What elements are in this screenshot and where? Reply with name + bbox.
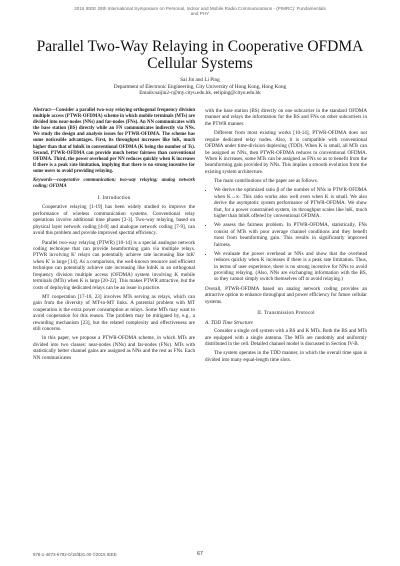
- abstract: Abstract—Consider a parallel two-way relaying orthogonal frequency division multiple access (PTWR-OFDMA) scheme in which mobile terminals (MTs) are divided into near-nodes (NNs) and far-nodes (FNs). An NN communicates with the base station (BS) directly while an FN communicates indirectly via NNs. We study the design and analysis issues for PTWR-OFDMA. The scheme has some noticeable advantages. First, its throughput increases like lnK, much higher than that of lnlnK in conventional OFDMA (K being the number of Ts). Second, PTWR-OFDMA can provide much better fairness than conventional OFDMA. Third, the power overhead per NN reduces quickly when K increases if there is a peak rate limitation, implying that there is no strong incentive for some users to avoid providing relaying.: [33, 108, 195, 174]
- right-paragraph-tdd: The system operates in the TDD manner, in which the overall time span is divided into many equal-length time slots.: [205, 350, 367, 363]
- right-paragraph-1: with the base station (BS) directly on one subcarrier in the standard OFDMA manner and relays the information for the BS and FNs on other subcarriers in the PTWR manner.: [205, 108, 367, 127]
- intro-paragraph-2: Parallel two-way relaying (PTWR) [10-14] is a special analogue network coding technique that can provide beamforming gain via multiple relays. PTWR involving K' relays can potentially achieve rate increasing like lnK' when K' is large [14]. As a comparison, the well-known resource and efficient technique can potentially achieve rate increasing like lnlnK in an orthogonal frequency division multiple access (OFDMA) system involving K mobile terminals (MTs) when K is large [20-22]. This makes PTWR attractive, but the costs of deploying dedicated relays can be an issue in practice.: [33, 239, 195, 291]
- conference-header: [0, 6, 400, 17]
- contribution-item: • We evaluate the power overhead at NNs and show that the overhead reduces quickly when K increases if there is a peak rate limitation. Thus, in terms of user experience, there is no strong incentive for NNs to avoid providing relaying. (Also, NNs are exchanging information with the BS, so they cannot simply switch themselves off to avoid relaying.): [214, 251, 367, 283]
- contributions-intro: The main contributions of the paper are as follows.: [214, 178, 318, 185]
- author-names: Sai Jin and Li Ping: [180, 77, 220, 83]
- author-affiliation: Department of Electronic Engineering, City University of Hong Kong, Hong Kong: [113, 83, 287, 90]
- page-number: 67: [197, 551, 203, 557]
- left-column: [33, 108, 195, 364]
- right-paragraph-2: Different from most existing works [10-14], PTWR-OFDMA does not require dedicated relay nodes. Also, it is compatible with conventional OFDMA under time-division duplexing (TDD). When K is small, all MTs can be assigned as NNs, then PTWR-OFDMA reduces to conventional OFDMA. When K increases, some MTs can be assigned as FNs so as to benefit from the beamforming gain provided by NNs. This implies a smooth evolution from the existing system architecture.: [205, 130, 367, 175]
- section-heading-introduction: I. Introduction: [97, 195, 131, 202]
- conference-line-2: and PHY: [190, 11, 210, 17]
- contribution-item: • We derive the optimized ratio β of the number of NNs in PTWR-OFDMA when K→∞. This ratio works also well even when K is small. We also derive the asymptotic system performance of PTWR-OFDMA. We show that, for a power constrained system, its throughput scales like lnK, much higher than lnlnK offered by conventional OFDMA.: [214, 187, 367, 219]
- keywords: Keywords—cooperative communication; two-way relaying; analog network coding; OFDMA: [33, 177, 195, 189]
- right-paragraph-system: Consider a single cell system with a BS and K MTs. Both the BS and MTs are equipped with a single antenna. The MTs are randomly and uniformly distributed in the cell. Detailed channel model is discussed in Section IV-B.: [205, 328, 367, 348]
- subsection-heading-tdd: A. TDD Time Structure: [205, 319, 253, 326]
- conference-line-1: 2015 IEEE 26th International Symposium on Personal, Indoor and Mobile Radio Communications - (PIMRC): Fundamentals: [74, 6, 326, 11]
- intro-paragraph-4: In this paper, we propose a PTWR-OFDMA scheme, in which MTs are divided into two classes: near-nodes (NNs) and far-nodes (FNs). MTs with statistically better channel gains are assigned as NNs and the rest as FNs. Each NN communicates: [33, 335, 195, 361]
- intro-paragraph-3: MT cooperation [17-18, 23] involves MTs serving as relays, which can gain from the diversity of MT-to-MT links. A potential problem with MT cooperation is the extra power consumption at relays. Some MTs may want to avoid cooperation for this reason. The problem may be mitigated by, e.g., a rewarding mechanism [23], but the related complexity and effectiveness are still concerns.: [33, 293, 195, 333]
- contribution-item: • We assess the fairness problem. In PTWR-OFDMA, statistically, FNs consist of MTs with poor average channel conditions and they benefit most from beamforming gain. This results in significantly improved fairness.: [214, 222, 367, 248]
- paper-title: Parallel Two-Way Relaying in Cooperative OFDMA Cellular Systems: [36, 38, 364, 72]
- right-paragraph-overall: Overall, PTWR-OFDMA based on analog network coding provides an attractive option to enhance throughput and power efficiency for future cellular systems.: [205, 285, 367, 305]
- contributions-list: [205, 187, 367, 283]
- section-heading-transmission: II. Transmission Protocol: [257, 310, 315, 317]
- footer-isbn: 978-1-4673-6782-0/15/$31.00 ©2015 IEEE: [33, 552, 117, 557]
- intro-paragraph-1: Cooperative relaying [1-19] has been widely studied to improve the performance of wireless communication systems. Conventional relay operations involve additional time phases [2-3]. Two-way relaying, based on physical layer network coding [4-8] and analogue network coding [7-9], can avoid this problem and provide improved spectral efficiency.: [33, 204, 195, 237]
- author-emails: Emails:saijin2-c@my.cityu.edu.hk, eeliping@cityu.edu.hk: [139, 90, 261, 97]
- right-column: [205, 108, 367, 366]
- author-block: [0, 77, 400, 97]
